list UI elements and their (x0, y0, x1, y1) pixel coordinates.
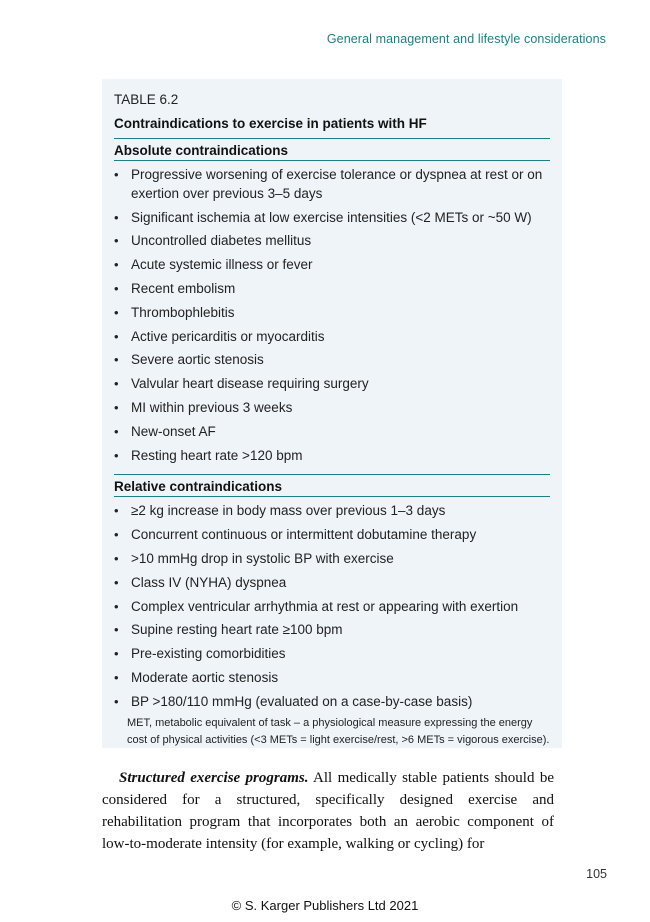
list-item: • >10 mmHg drop in systolic BP with exercise (114, 550, 550, 569)
table-title: Contraindications to exercise in patients with HF (114, 116, 427, 131)
running-head: General management and lifestyle considerations (326, 32, 606, 46)
list-item: • Concurrent continuous or intermittent dobutamine therapy (114, 526, 550, 545)
absolute-contraindications-heading: Absolute contraindications (114, 138, 550, 161)
list-item: • Valvular heart disease requiring surgery (114, 375, 550, 394)
list-item: • New-onset AF (114, 423, 550, 442)
list-item: • Resting heart rate >120 bpm (114, 447, 550, 466)
list-item: • Severe aortic stenosis (114, 351, 550, 370)
list-item: • Moderate aortic stenosis (114, 669, 550, 688)
relative-contraindications-list (114, 502, 550, 711)
list-item: • Supine resting heart rate ≥100 bpm (114, 621, 550, 640)
list-item: • Class IV (NYHA) dyspnea (114, 574, 550, 593)
paragraph-text: All medically stable patients should be considered for a structured, specifically designed exercise and rehabilitation program that incorporates both an aerobic component of low-to-moderate intensity (for example, walking or cycling) for (102, 770, 554, 852)
list-item: • Pre-existing comorbidities (114, 645, 550, 664)
absolute-contraindications-list (114, 166, 550, 465)
paragraph-lead: Structured exercise programs. (119, 770, 309, 786)
list-item: • Uncontrolled diabetes mellitus (114, 232, 550, 251)
list-item: • Significant ischemia at low exercise intensities (<2 METs or ~50 W) (114, 209, 550, 228)
list-item: • Acute systemic illness or fever (114, 256, 550, 275)
page-number: 105 (586, 867, 607, 881)
body-paragraph (102, 767, 554, 855)
list-item: • Progressive worsening of exercise tolerance or dyspnea at rest or on exertion over previous 3–5 days (114, 166, 550, 203)
list-item: • Thrombophlebitis (114, 304, 550, 323)
list-item: • BP >180/110 mmHg (evaluated on a case-by-case basis) (114, 693, 550, 712)
list-item: • ≥2 kg increase in body mass over previous 1–3 days (114, 502, 550, 521)
list-item: • Complex ventricular arrhythmia at rest or appearing with exertion (114, 598, 550, 617)
contraindications-table (102, 79, 562, 748)
copyright-notice: © S. Karger Publishers Ltd 2021 (231, 898, 419, 913)
table-footnote: MET, metabolic equivalent of task – a physiological measure expressing the energy cost of physical activities (<3 METs = light exercise/rest, >6 METs = vigorous exercise). (127, 717, 550, 747)
list-item: • Active pericarditis or myocarditis (114, 328, 550, 347)
relative-contraindications-heading: Relative contraindications (114, 474, 550, 497)
table-label: TABLE 6.2 (114, 92, 179, 107)
list-item: • MI within previous 3 weeks (114, 399, 550, 418)
list-item: • Recent embolism (114, 280, 550, 299)
